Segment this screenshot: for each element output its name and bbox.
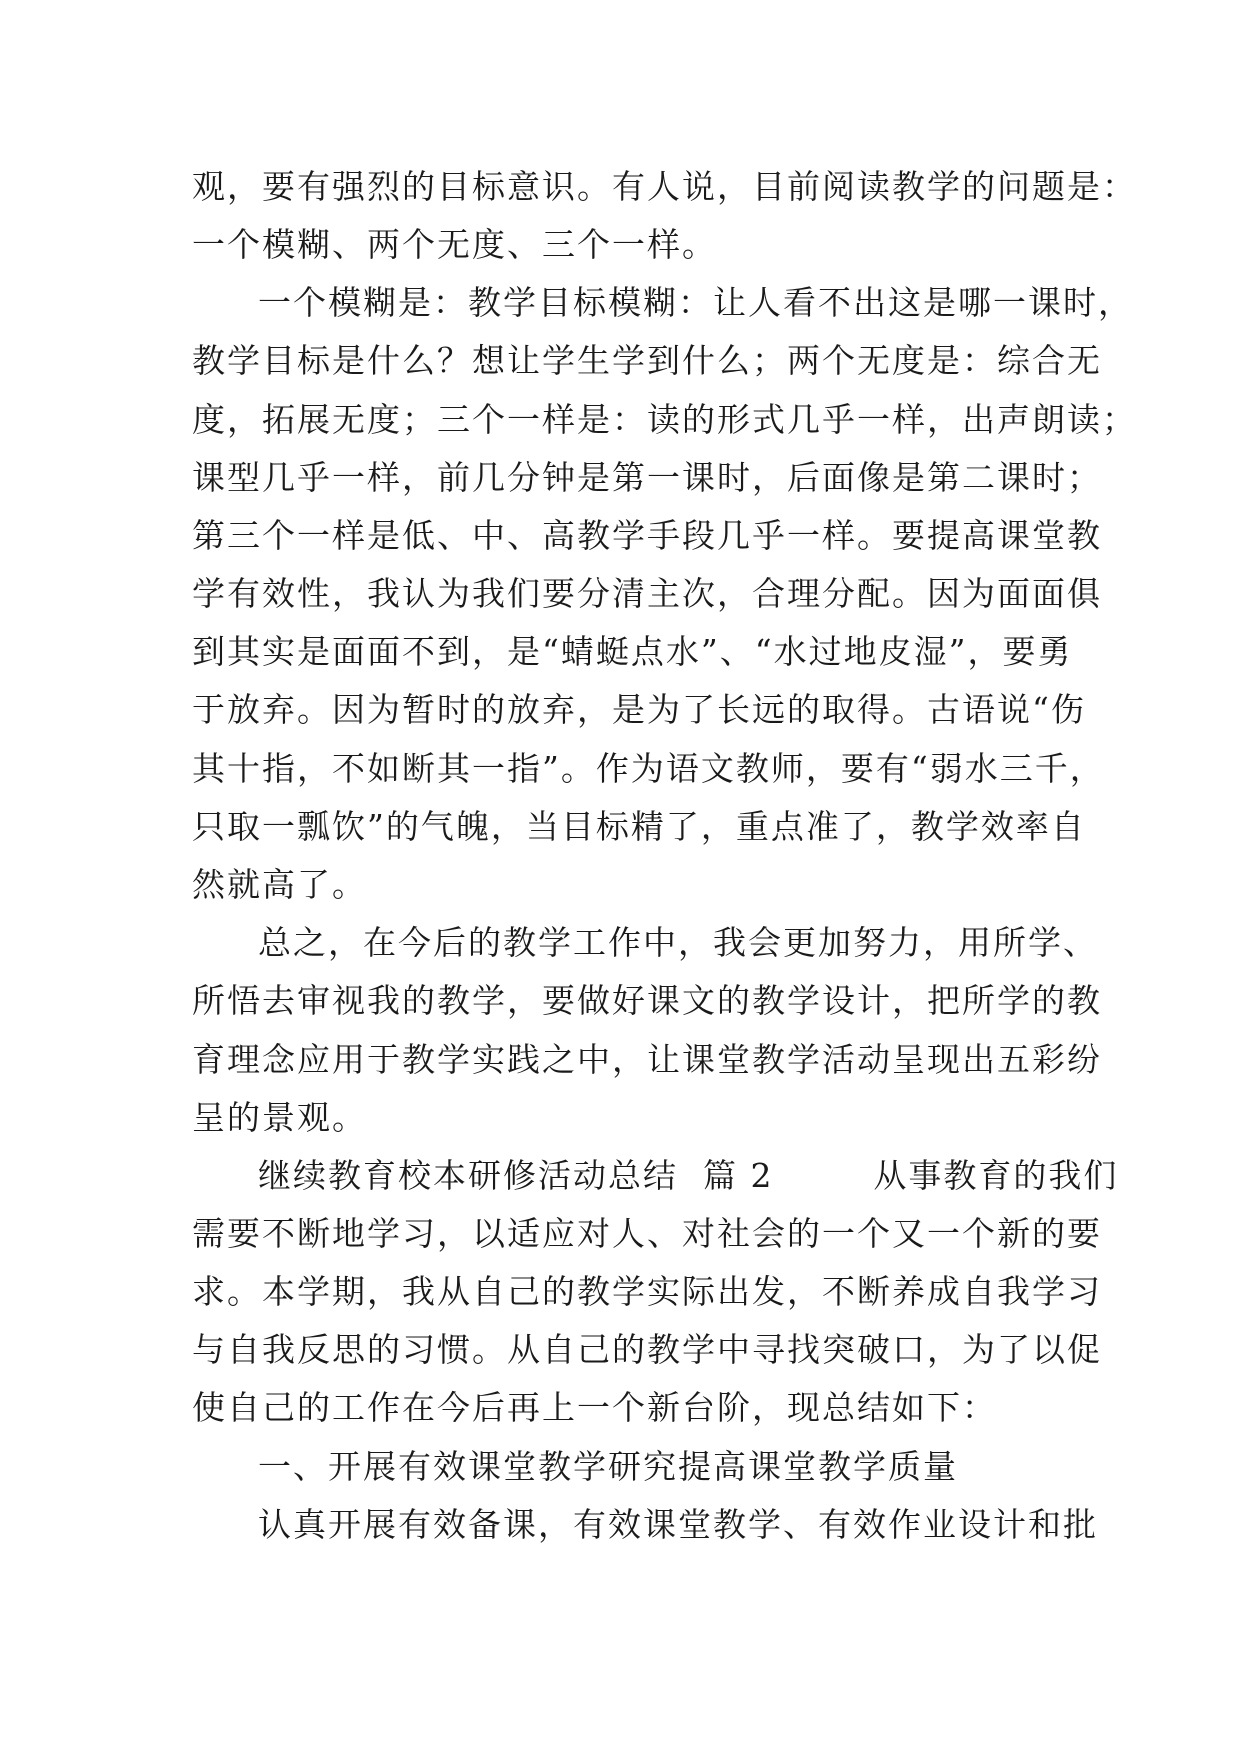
text-line: 只取一瓢饮”的气魄，当目标精了，重点准了，教学效率自 [192,807,1086,846]
text-line: 第三个一样是低、中、高教学手段几乎一样。要提高课堂教 [192,516,1102,555]
section-heading-line: 继续教育校本研修活动总结 篇 2 从事教育的我们 [258,1156,1119,1195]
text-line: 求。本学期，我从自己的教学实际出发，不断养成自我学习 [192,1272,1102,1311]
text-line: 观，要有强烈的目标意识。有人说，目前阅读教学的问题是： [192,167,1137,206]
paragraph-start-line: 认真开展有效备课，有效课堂教学、有效作业设计和批 [258,1505,1098,1544]
text-line: 教学目标是什么？想让学生学到什么；两个无度是：综合无 [192,341,1102,380]
text-line: 所悟去审视我的教学，要做好课文的教学设计，把所学的教 [192,981,1102,1020]
text-line: 其十指，不如断其一指”。作为语文教师，要有“弱水三千， [192,749,1105,788]
text-line: 课型几乎一样，前几分钟是第一课时，后面像是第二课时； [192,458,1102,497]
text-line: 到其实是面面不到，是“蜻蜓点水”、“水过地皮湿”，要勇 [192,632,1073,671]
text-line: 学有效性，我认为我们要分清主次，合理分配。因为面面俱 [192,574,1102,613]
text-line: 使自己的工作在今后再上一个新台阶，现总结如下： [192,1388,997,1427]
text-line: 呈的景观。 [192,1098,367,1137]
paragraph-start-line: 一个模糊是：教学目标模糊：让人看不出这是哪一课时， [258,283,1133,322]
text-line: 育理念应用于教学实践之中，让课堂教学活动呈现出五彩纷 [192,1040,1102,1079]
paragraph-start-line: 总之，在今后的教学工作中，我会更加努力，用所学、 [258,923,1098,962]
text-line: 度，拓展无度；三个一样是：读的形式几乎一样，出声朗读； [192,400,1137,439]
text-line: 需要不断地学习，以适应对人、对社会的一个又一个新的要 [192,1214,1102,1253]
text-line: 与自我反思的习惯。从自己的教学中寻找突破口，为了以促 [192,1330,1102,1369]
text-line: 于放弃。因为暂时的放弃，是为了长远的取得。古语说“伤 [192,690,1086,729]
subheading-line: 一、开展有效课堂教学研究提高课堂教学质量 [258,1447,958,1486]
text-line: 然就高了。 [192,865,367,904]
text-line: 一个模糊、两个无度、三个一样。 [192,225,717,264]
